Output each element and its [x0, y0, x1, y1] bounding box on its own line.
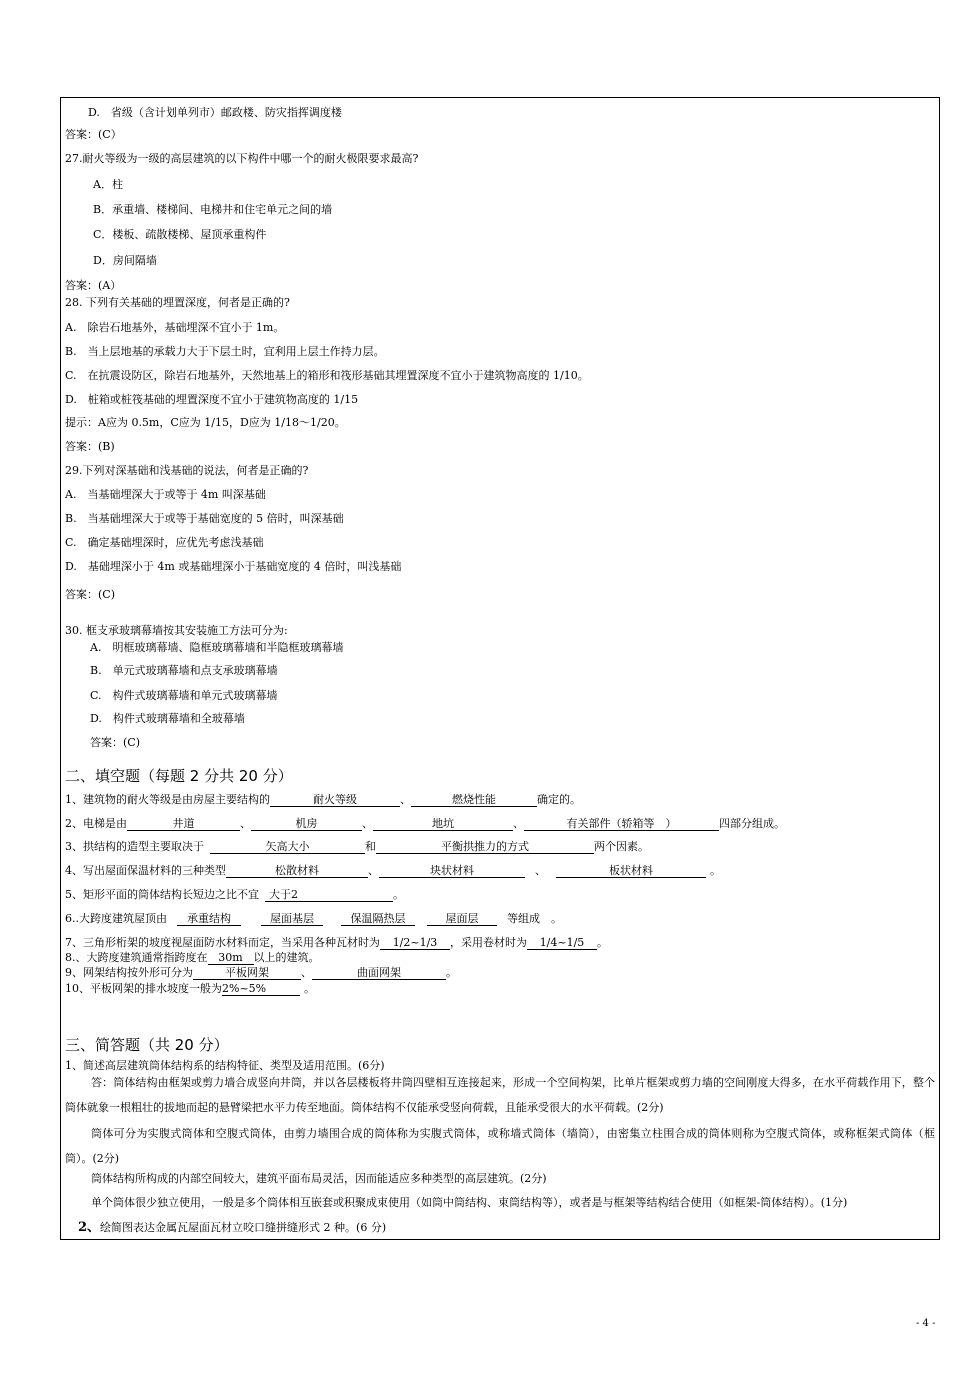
q28-question: 28. 下列有关基础的埋置深度，何者是正确的? — [65, 296, 290, 309]
q29-option-b: B. 当基础埋深大于或等于基础宽度的 5 倍时，叫深基础 — [65, 512, 344, 525]
q29-option-c: C. 确定基础埋深时，应优先考虑浅基础 — [65, 536, 264, 549]
q30-question: 30. 框支承玻璃幕墙按其安装施工方法可分为: — [65, 624, 288, 637]
short-q1-para-1: 答：筒体结构由框架或剪力墙合成竖向井筒，并以各层楼板将井筒四壁相互连接起来，形成一个空间构架，比单片框架或剪力墙的空间刚度大得多，在水平荷载作用下，整个筒体就象一根粗壮的拔地而起的悬臂梁把水平力传至地面。筒体结构不仅能承受竖向荷载，且能承受很大的水平荷载。(2分) — [65, 1076, 935, 1114]
short-q1-para-3: 筒体结构所构成的内部空间较大，建筑平面布局灵活，因而能适应多种类型的高层建筑。(2分) — [91, 1172, 547, 1185]
fill-4: 4、写出屋面保温材料的三种类型 松散材料 、 块状材料 、 板状材料 。 — [65, 864, 721, 877]
fill-7: 7、三角形桁架的坡度视屋面防水材料而定，当采用各种瓦材时为 1/2~1/3 ，采用卷材时为 1/4~1/5 。 — [65, 936, 608, 949]
fill-6-answer-a: 承重结构 — [177, 912, 241, 926]
q29-option-d: D. 基础埋深小于 4m 或基础埋深小于基础宽度的 4 倍时，叫浅基础 — [65, 560, 402, 573]
short-q1-para-4: 单个筒体很少独立使用，一般是多个筒体相互嵌套或积聚成束使用（如筒中筒结构、束筒结构等），或者是与框架等结构结合使用（如框架-筒体结构）。(1分) — [91, 1196, 848, 1209]
fill-2-answer-b: 机房 — [251, 817, 362, 831]
fill-7-answer-b: 1/4~1/5 — [527, 936, 597, 950]
short-q2: 2、绘简图表达金属瓦屋面瓦材立咬口缝拼缝形式 2 种。(6 分) — [78, 1220, 387, 1235]
fill-2: 2、电梯是由 井道 、 机房 、 地坑 、 有关部件（轿箱等 ） 四部分组成。 — [65, 817, 785, 830]
short-q1-para-2: 筒体可分为实腹式筒体和空腹式筒体，由剪力墙围合成的筒体称为实腹式筒体，或称墙式筒体（墙筒），由密集立柱围合成的筒体则称为空腹式筒体，或称框架式筒体（框筒）。(2分) — [65, 1127, 935, 1165]
section3-title: 三、简答题（共 20 分） — [65, 1036, 229, 1054]
q27-option-d: D．房间隔墙 — [93, 254, 157, 267]
fill-8: 8.、大跨度建筑通常指跨度在 30m 以上的建筑。 — [65, 951, 320, 964]
fill-2-answer-c: 地坑 — [373, 817, 513, 831]
q29-answer: 答案：(C) — [65, 588, 115, 601]
q27-question: 27.耐火等级为一级的高层建筑的以下构件中哪一个的耐火极限要求最高? — [65, 152, 419, 165]
q30-option-c: C. 构件式玻璃幕墙和单元式玻璃幕墙 — [90, 689, 278, 702]
q28-answer: 答案：(B) — [65, 440, 115, 453]
fill-3-answer-b: 平衡拱推力的方式 — [376, 840, 594, 854]
fill-9-answer-a: 平板网架 — [193, 966, 301, 980]
q28-option-d: D. 桩箱或桩筏基础的埋置深度不宜小于建筑物高度的 1/15 — [65, 393, 359, 406]
q27-option-a: A．柱 — [93, 178, 123, 191]
fill-8-answer-a: 30m — [208, 951, 254, 965]
fill-6-answer-c: 保温隔热层 — [341, 912, 415, 926]
q30-option-a: A. 明框玻璃幕墙、隐框玻璃幕墙和半隐框玻璃幕墙 — [90, 641, 344, 654]
fill-1-answer-b: 燃烧性能 — [411, 793, 537, 807]
fill-5-answer-a: 大于2 — [265, 888, 393, 902]
q29-option-a: A. 当基础埋深大于或等于 4m 叫深基础 — [65, 488, 266, 501]
fill-7-answer-a: 1/2~1/3 — [380, 936, 450, 950]
q28-option-c: C. 在抗震设防区，除岩石地基外，天然地基上的箱形和筏形基础其埋置深度不宜小于建筑物高度的 1/10。 — [65, 369, 589, 382]
q28-hint: 提示：A应为 0.5m，C应为 1/15，D应为 1/18～1/20。 — [65, 416, 346, 429]
fill-6-answer-b: 屋面基层 — [261, 912, 323, 926]
fill-6-answer-d: 屋面层 — [427, 912, 497, 926]
fill-9-answer-b: 曲面网架 — [312, 966, 446, 980]
q26-answer: 答案：(C） — [65, 128, 122, 141]
fill-5: 5、矩形平面的筒体结构长短边之比不宜 大于2 。 — [65, 888, 404, 901]
q30-option-b: B. 单元式玻璃幕墙和点支承玻璃幕墙 — [90, 664, 278, 677]
fill-2-answer-d: 有关部件（轿箱等 ） — [524, 817, 719, 831]
fill-10: 10、平板网架的排水坡度一般为2%~5% 。 — [65, 982, 315, 995]
q30-answer: 答案：(C) — [90, 736, 140, 749]
fill-9: 9、网架结构按外形可分为 平板网架 、 曲面网架 。 — [65, 966, 457, 979]
fill-3-answer-a: 矢高大小 — [210, 840, 365, 854]
fill-10-answer-a: 2%~5% — [222, 982, 300, 996]
section2-title: 二、填空题（每题 2 分共 20 分） — [65, 767, 293, 785]
q27-option-b: B．承重墙、楼梯间、电梯井和住宅单元之间的墙 — [93, 203, 333, 216]
q27-answer: 答案：(A） — [65, 279, 122, 292]
fill-4-answer-c: 板状材料 — [556, 864, 706, 878]
fill-6: 6..大跨度建筑屋顶由 承重结构 屋面基层 保温隔热层 屋面层 等组成 。 — [65, 912, 562, 925]
fill-2-answer-a: 井道 — [127, 817, 240, 831]
fill-3: 3、拱结构的造型主要取决于 矢高大小 和 平衡拱推力的方式 两个因素。 — [65, 840, 649, 853]
q30-option-d: D. 构件式玻璃幕墙和全玻幕墙 — [90, 712, 245, 725]
fill-1: 1、建筑物的耐火等级是由房屋主要结构的 耐火等级 、 燃烧性能 确定的。 — [65, 793, 581, 806]
fill-1-answer-a: 耐火等级 — [270, 793, 400, 807]
short-q1: 1、简述高层建筑筒体结构系的结构特征、类型及适用范围。(6分) — [65, 1059, 385, 1072]
fill-4-answer-b: 块状材料 — [379, 864, 525, 878]
q27-option-c: C．楼板、疏散楼梯、屋顶承重构件 — [93, 228, 267, 241]
q26-option-d: D. 省级（含计划单列市）邮政楼、防灾指挥调度楼 — [88, 106, 342, 119]
q29-question: 29.下列对深基础和浅基础的说法，何者是正确的? — [65, 464, 309, 477]
page-number: - 4 - — [916, 1318, 936, 1329]
q28-option-a: A. 除岩石地基外，基础埋深不宜小于 1m。 — [65, 321, 285, 334]
fill-4-answer-a: 松散材料 — [226, 864, 368, 878]
q28-option-b: B. 当上层地基的承载力大于下层土时，宜利用上层土作持力层。 — [65, 345, 385, 358]
